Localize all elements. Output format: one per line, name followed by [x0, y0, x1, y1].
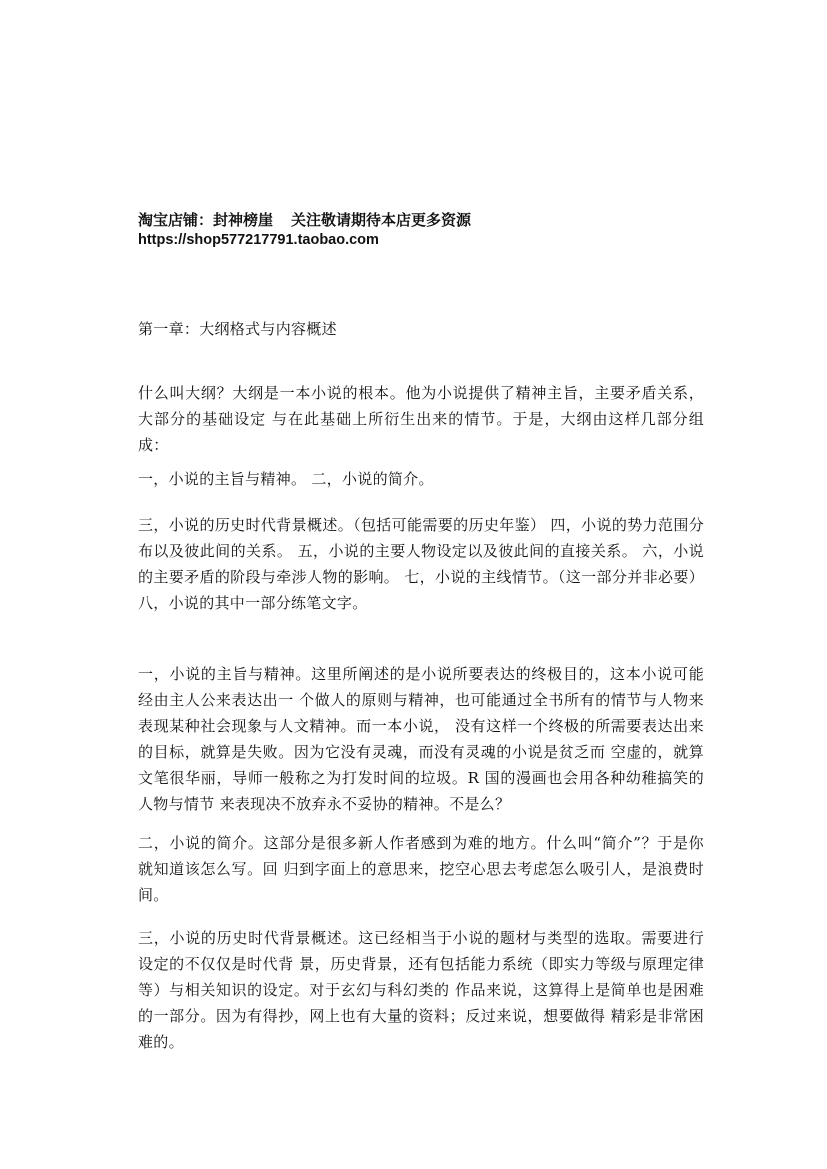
paragraph-theme-spirit: 一，小说的主旨与精神。这里所阐述的是小说所要表达的终极目的，这本小说可能经由主人公来表达出一 个做人的原则与精神，也可能通过全书所有的情节与人物来表现某种社会现象与人文精神。而一本小说， 没有这样一个终极的所需要表达出来的目标，就算是失败。因为它没有灵魂，而没有灵魂的小说是贫乏而 空虚的，就算文笔很华丽，导师一般称之为打发时间的垃圾。R 国的漫画也会用各种幼稚搞笑的人物与情节 来表现决不放弃永不妥协的精神。不是么？ [138, 665, 704, 813]
shop-url[interactable]: https://shop577217791.taobao.com [138, 232, 379, 248]
shop-name: 淘宝店铺：封神榜崖 [138, 212, 274, 229]
paragraph-parts-1-2: 一，小说的主旨与精神。 二，小说的简介。 [138, 470, 434, 488]
follow-notice: 关注敬请期待本店更多资源 [291, 212, 472, 229]
paragraph-outline-definition: 什么叫大纲？大纲是一本小说的根本。他为小说提供了精神主旨，主要矛盾关系，大部分的基础设定 与在此基础上所衍生出来的情节。于是，大纲由这样几部分组成： [138, 384, 704, 454]
paragraph-synopsis: 二，小说的简介。这部分是很多新人作者感到为难的地方。什么叫“简介”？于是你就知道该怎么写。回 归到字面上的意思来，挖空心思去考虑怎么吸引人，是浪费时间。 [138, 834, 704, 904]
paragraph-background: 三，小说的历史时代背景概述。这已经相当于小说的题材与类型的选取。需要进行设定的不仅仅是时代背 景，历史背景，还有包括能力系统（即实力等级与原理定律等）与相关知识的设定。对于玄幻与科幻类的 作品来说，这算得上是简单也是困难的一部分。因为有得抄，网上也有大量的资料；反过来说，想要做得 精彩是非常困难的。 [138, 929, 704, 1051]
paragraph-parts-3-8: 三，小说的历史时代背景概述。（包括可能需要的历史年鉴） 四，小说的势力范围分布以及彼此间的关系。 五，小说的主要人物设定以及彼此间的直接关系。 六，小说的主要矛盾的阶段与牵涉人物的影响。 七，小说的主线情节。（这一部分并非必要） 八，小说的其中一部分练笔文字。 [138, 516, 704, 612]
chapter-title: 第一章：大纲格式与内容概述 [138, 320, 337, 338]
shop-header [138, 209, 471, 230]
